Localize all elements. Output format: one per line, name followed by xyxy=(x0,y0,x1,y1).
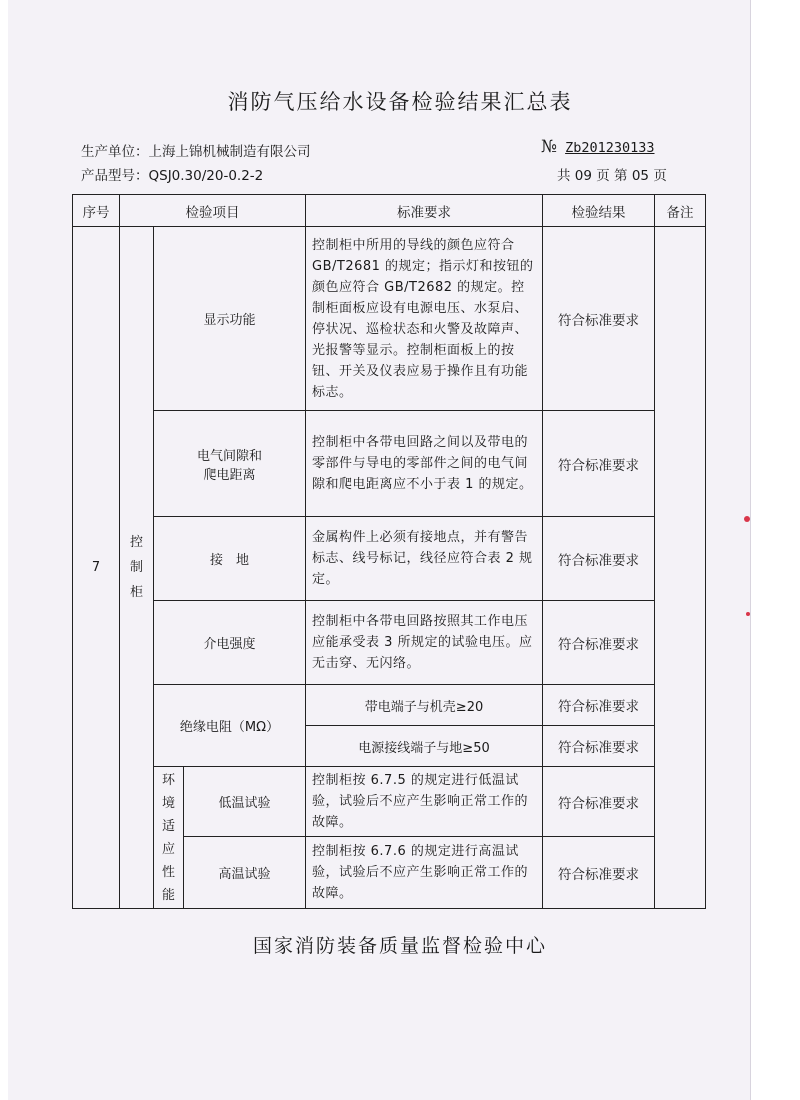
model-value: QSJ0.30/20-0.2-2 xyxy=(148,168,264,184)
requirement-cell: 带电端子与机壳≥20 xyxy=(306,685,543,726)
result-cell: 符合标准要求 xyxy=(543,726,655,767)
ink-spot xyxy=(744,516,750,522)
category-cell: 控 制 柜 xyxy=(120,227,154,909)
requirement-cell: 控制柜中各带电回路按照其工作电压应能承受表 3 所规定的试验电压。应无击穿、无闪络。 xyxy=(306,601,543,685)
item-clearance: 电气间隙和 爬电距离 xyxy=(154,411,306,517)
col-header-item: 检验项目 xyxy=(120,195,306,227)
table-header-row xyxy=(73,195,706,227)
requirement-cell: 控制柜中所用的导线的颜色应符合 GB/T2681 的规定；指示灯和按钮的颜色应符合 GB/T2682 的规定。控制柜面板应设有电源电压、水泵启、停状况、巡检状态和火警及故障声、光报警等显示。控制柜面板上的按钮、开关及仪表应易于操作且有功能标志。 xyxy=(306,227,543,411)
result-cell: 符合标准要求 xyxy=(543,685,655,726)
requirement-cell: 控制柜中各带电回路之间以及带电的零部件与导电的零部件之间的电气间隙和爬电距离应不小于表 1 的规定。 xyxy=(306,411,543,517)
requirement-cell: 电源接线端子与地≥50 xyxy=(306,726,543,767)
table-row xyxy=(73,227,706,411)
table-row xyxy=(73,767,706,837)
result-cell: 符合标准要求 xyxy=(543,837,655,909)
item-low-temp: 低温试验 xyxy=(184,767,306,837)
report-number xyxy=(541,137,655,157)
page-count: 共 09 页 第 05 页 xyxy=(557,168,667,184)
report-number-value: Zb201230133 xyxy=(565,140,655,156)
results-table xyxy=(72,194,706,909)
result-cell: 符合标准要求 xyxy=(543,517,655,601)
col-header-requirement: 标准要求 xyxy=(306,195,543,227)
requirement-cell: 控制柜按 6.7.5 的规定进行低温试验，试验后不应产生影响正常工作的故障。 xyxy=(306,767,543,837)
manufacturer-name: 上海上锦机械制造有限公司 xyxy=(148,144,311,160)
table-row xyxy=(73,601,706,685)
seq-cell: 7 xyxy=(73,227,120,909)
model-line xyxy=(81,164,263,184)
col-header-remark: 备注 xyxy=(655,195,706,227)
table-row xyxy=(73,517,706,601)
item-dielectric: 介电强度 xyxy=(154,601,306,685)
page-title: 消防气压给水设备检验结果汇总表 xyxy=(227,90,573,114)
item-display-function: 显示功能 xyxy=(154,227,306,411)
ink-spot xyxy=(746,612,750,616)
col-header-seq: 序号 xyxy=(73,195,120,227)
table-row xyxy=(73,411,706,517)
item-high-temp: 高温试验 xyxy=(184,837,306,909)
result-cell: 符合标准要求 xyxy=(543,601,655,685)
manufacturer-line xyxy=(81,140,311,160)
item-grounding: 接 地 xyxy=(154,517,306,601)
requirement-cell: 金属构件上必须有接地点，并有警告标志、线号标记，线径应符合表 2 规定。 xyxy=(306,517,543,601)
result-cell: 符合标准要求 xyxy=(543,767,655,837)
env-group-cell: 环 境 适 应 性 能 xyxy=(154,767,184,909)
number-sign: № xyxy=(541,137,558,157)
requirement-cell: 控制柜按 6.7.6 的规定进行高温试验，试验后不应产生影响正常工作的故障。 xyxy=(306,837,543,909)
result-cell: 符合标准要求 xyxy=(543,411,655,517)
issuer-name: 国家消防装备质量监督检验中心 xyxy=(252,935,547,957)
manufacturer-label: 生产单位： xyxy=(81,144,149,160)
col-header-result: 检验结果 xyxy=(543,195,655,227)
result-cell: 符合标准要求 xyxy=(543,227,655,411)
remark-cell xyxy=(655,227,706,909)
model-label: 产品型号： xyxy=(81,168,149,184)
item-insulation: 绝缘电阻（MΩ） xyxy=(154,685,306,767)
table-row xyxy=(73,685,706,726)
